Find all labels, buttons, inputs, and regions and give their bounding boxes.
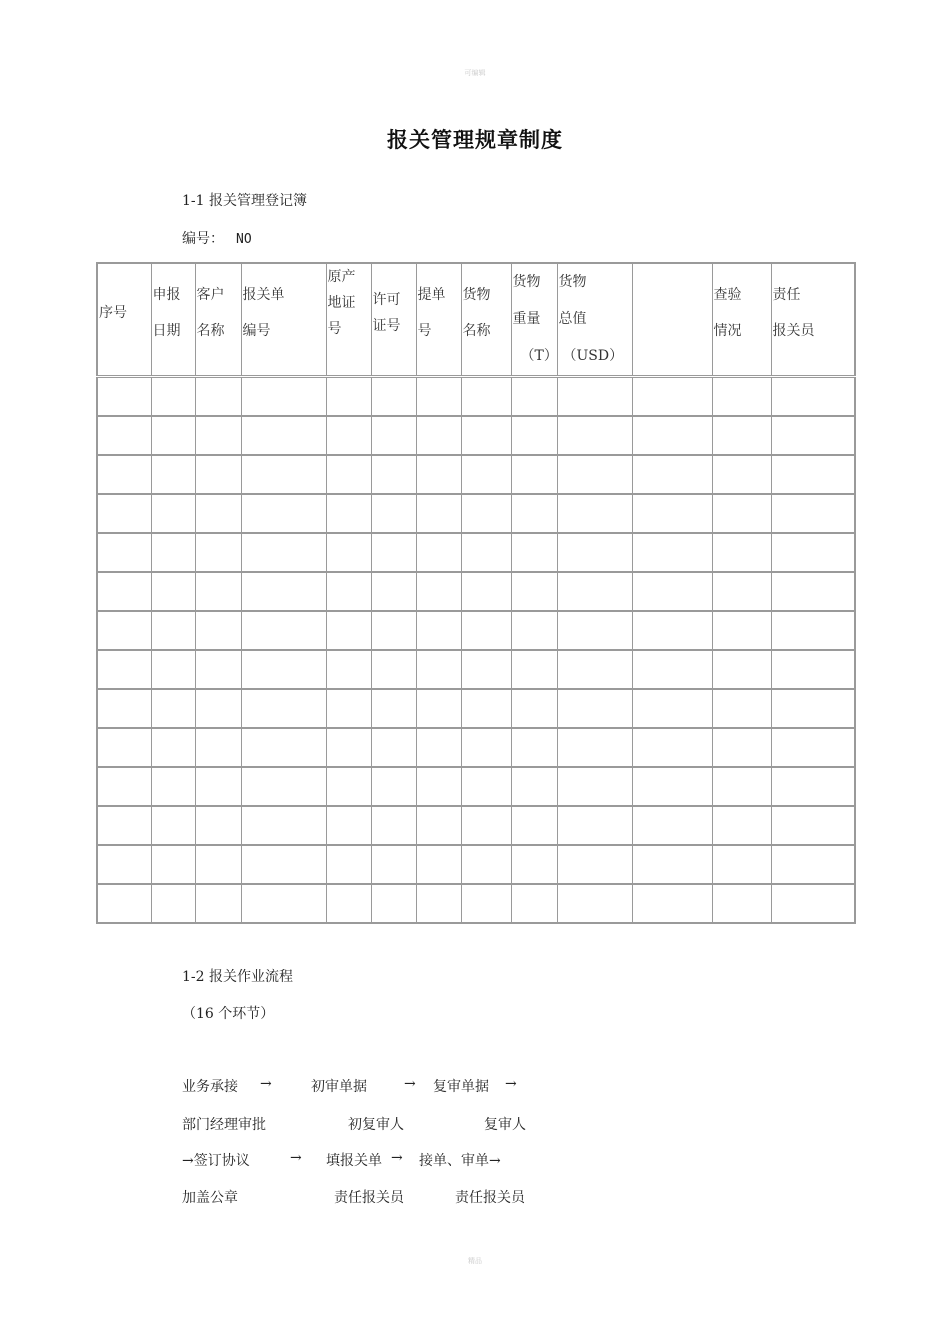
table-cell[interactable] — [326, 494, 371, 533]
table-cell[interactable] — [461, 650, 511, 689]
table-row — [97, 806, 855, 845]
table-row — [97, 650, 855, 689]
table-cell[interactable] — [241, 845, 326, 884]
table-cell[interactable] — [461, 728, 511, 767]
table-cell[interactable] — [771, 650, 855, 689]
table-cell[interactable] — [371, 806, 416, 845]
table-cell[interactable] — [241, 377, 326, 417]
flow-step-receive-review: 接单、审单→ — [419, 1153, 501, 1169]
table-cell[interactable] — [416, 689, 461, 728]
table-row — [97, 533, 855, 572]
table-cell[interactable] — [461, 533, 511, 572]
table-cell[interactable] — [326, 806, 371, 845]
table-cell[interactable] — [557, 845, 632, 884]
table-cell[interactable] — [771, 455, 855, 494]
table-cell[interactable] — [511, 377, 557, 417]
table-cell[interactable] — [461, 767, 511, 806]
col-header-goods-value: 货物 总值 （USD） — [557, 263, 632, 377]
table-cell[interactable] — [151, 416, 195, 455]
col-header-license-number: 许可 证号 — [371, 263, 416, 377]
table-cell[interactable] — [712, 455, 771, 494]
table-cell[interactable] — [241, 416, 326, 455]
flow-arrow: → — [290, 1150, 302, 1166]
table-cell[interactable] — [195, 416, 241, 455]
table-cell[interactable] — [557, 572, 632, 611]
table-cell[interactable] — [511, 728, 557, 767]
table-cell[interactable] — [511, 416, 557, 455]
table-cell[interactable] — [416, 533, 461, 572]
table-cell[interactable] — [241, 494, 326, 533]
flow-step-initial-review: 初审单据 — [311, 1079, 367, 1095]
col-header-bill-of-lading: 提单 号 — [416, 263, 461, 377]
table-cell[interactable] — [371, 884, 416, 923]
table-cell[interactable] — [371, 611, 416, 650]
flow-step-fill-declaration: 填报关单 — [326, 1153, 382, 1169]
table-cell[interactable] — [557, 806, 632, 845]
table-cell[interactable] — [97, 455, 151, 494]
table-cell[interactable] — [712, 728, 771, 767]
table-cell[interactable] — [632, 650, 712, 689]
table-cell[interactable] — [557, 533, 632, 572]
table-cell[interactable] — [151, 728, 195, 767]
table-cell[interactable] — [371, 689, 416, 728]
table-cell[interactable] — [712, 689, 771, 728]
flow-role-reviewer: 初复审人 — [348, 1117, 404, 1133]
table-cell[interactable] — [241, 611, 326, 650]
table-cell[interactable] — [241, 533, 326, 572]
table-cell[interactable] — [712, 494, 771, 533]
table-cell[interactable] — [371, 650, 416, 689]
number-value: NO — [236, 232, 252, 247]
table-cell[interactable] — [771, 767, 855, 806]
table-cell[interactable] — [371, 845, 416, 884]
col-header-customer-name: 客户 名称 — [195, 263, 241, 377]
table-cell[interactable] — [371, 494, 416, 533]
table-cell[interactable] — [326, 455, 371, 494]
table-cell[interactable] — [632, 572, 712, 611]
table-cell[interactable] — [326, 845, 371, 884]
table-cell[interactable] — [557, 728, 632, 767]
table-cell[interactable] — [712, 767, 771, 806]
table-cell[interactable] — [371, 455, 416, 494]
table-cell[interactable] — [97, 611, 151, 650]
table-cell[interactable] — [371, 767, 416, 806]
table-cell[interactable] — [416, 572, 461, 611]
table-row — [97, 494, 855, 533]
table-cell[interactable] — [195, 494, 241, 533]
table-cell[interactable] — [195, 728, 241, 767]
table-cell[interactable] — [771, 806, 855, 845]
table-row — [97, 845, 855, 884]
table-cell[interactable] — [326, 611, 371, 650]
table-cell[interactable] — [416, 845, 461, 884]
table-cell[interactable] — [557, 494, 632, 533]
table-cell[interactable] — [151, 572, 195, 611]
number-label: 编号： — [182, 231, 224, 247]
table-cell[interactable] — [632, 377, 712, 417]
table-cell[interactable] — [511, 845, 557, 884]
flow-step-business-intake: 业务承接 — [182, 1079, 238, 1095]
table-cell[interactable] — [241, 689, 326, 728]
table-cell[interactable] — [461, 611, 511, 650]
table-cell[interactable] — [461, 494, 511, 533]
col-header-declare-date: 申报 日期 — [151, 263, 195, 377]
table-cell[interactable] — [416, 767, 461, 806]
table-cell[interactable] — [511, 884, 557, 923]
table-cell[interactable] — [511, 611, 557, 650]
table-cell[interactable] — [326, 416, 371, 455]
table-row — [97, 728, 855, 767]
col-header-blank — [632, 263, 712, 377]
table-cell[interactable] — [632, 689, 712, 728]
table-cell[interactable] — [771, 377, 855, 417]
flow-role-responsible-broker: 责任报关员 — [334, 1190, 404, 1206]
table-cell[interactable] — [771, 845, 855, 884]
footer-watermark: 精品 — [468, 1257, 482, 1265]
table-cell[interactable] — [557, 884, 632, 923]
flow-role-department-manager: 部门经理审批 — [182, 1117, 266, 1133]
table-cell[interactable] — [241, 455, 326, 494]
table-cell[interactable] — [771, 728, 855, 767]
table-cell[interactable] — [195, 377, 241, 417]
table-cell[interactable] — [195, 572, 241, 611]
table-cell[interactable] — [326, 650, 371, 689]
document-title: 报关管理规章制度 — [387, 128, 563, 152]
table-cell[interactable] — [461, 845, 511, 884]
table-cell[interactable] — [771, 611, 855, 650]
table-cell[interactable] — [151, 884, 195, 923]
table-cell[interactable] — [326, 884, 371, 923]
table-cell[interactable] — [712, 611, 771, 650]
table-cell[interactable] — [151, 455, 195, 494]
table-cell[interactable] — [416, 884, 461, 923]
table-cell[interactable] — [371, 377, 416, 417]
table-cell[interactable] — [461, 377, 511, 417]
table-cell[interactable] — [97, 494, 151, 533]
flow-role-second-reviewer: 复审人 — [484, 1117, 526, 1133]
table-cell[interactable] — [97, 884, 151, 923]
table-cell[interactable] — [371, 728, 416, 767]
table-cell[interactable] — [97, 416, 151, 455]
table-cell[interactable] — [461, 572, 511, 611]
table-cell[interactable] — [511, 806, 557, 845]
col-header-serial: 序号 — [97, 263, 151, 377]
table-cell[interactable] — [97, 650, 151, 689]
table-header-row — [97, 263, 855, 377]
table-cell[interactable] — [151, 377, 195, 417]
table-cell[interactable] — [195, 455, 241, 494]
table-cell[interactable] — [771, 572, 855, 611]
table-row — [97, 572, 855, 611]
table-cell[interactable] — [461, 455, 511, 494]
table-row — [97, 455, 855, 494]
flow-arrow: → — [391, 1150, 403, 1166]
table-cell[interactable] — [241, 728, 326, 767]
table-cell[interactable] — [151, 845, 195, 884]
table-cell[interactable] — [326, 689, 371, 728]
flow-arrow: → — [505, 1076, 517, 1092]
table-cell[interactable] — [326, 767, 371, 806]
table-cell[interactable] — [416, 494, 461, 533]
customs-register-table — [96, 262, 856, 924]
table-cell[interactable] — [632, 416, 712, 455]
flow-arrow: → — [260, 1076, 272, 1092]
table-cell[interactable] — [557, 377, 632, 417]
section-2-note: （16 个环节） — [182, 1006, 275, 1022]
flow-step-affix-seal: 加盖公章 — [182, 1190, 238, 1206]
table-cell[interactable] — [195, 611, 241, 650]
table-cell[interactable] — [632, 728, 712, 767]
col-header-declaration-number: 报关单 编号 — [241, 263, 326, 377]
col-header-goods-name: 货物 名称 — [461, 263, 511, 377]
table-cell[interactable] — [195, 767, 241, 806]
section-2-heading: 1-2 报关作业流程 — [182, 969, 293, 985]
table-row — [97, 689, 855, 728]
table-cell[interactable] — [557, 689, 632, 728]
table-cell[interactable] — [151, 689, 195, 728]
table-cell[interactable] — [632, 533, 712, 572]
table-cell[interactable] — [461, 884, 511, 923]
table-cell[interactable] — [97, 689, 151, 728]
table-cell[interactable] — [557, 767, 632, 806]
table-cell[interactable] — [712, 416, 771, 455]
table-cell[interactable] — [195, 884, 241, 923]
header-watermark: 可编辑 — [464, 69, 486, 77]
table-cell[interactable] — [195, 689, 241, 728]
table-cell[interactable] — [97, 533, 151, 572]
table-row — [97, 377, 855, 417]
table-cell[interactable] — [712, 884, 771, 923]
table-cell[interactable] — [416, 455, 461, 494]
table-cell[interactable] — [557, 455, 632, 494]
table-cell[interactable] — [326, 377, 371, 417]
table-cell[interactable] — [151, 650, 195, 689]
table-cell[interactable] — [241, 572, 326, 611]
table-cell[interactable] — [511, 650, 557, 689]
table-cell[interactable] — [712, 377, 771, 417]
table-cell[interactable] — [632, 845, 712, 884]
flow-step-second-review: 复审单据 — [433, 1079, 489, 1095]
table-cell[interactable] — [771, 689, 855, 728]
table-cell[interactable] — [241, 650, 326, 689]
col-header-goods-weight: 货物 重量 （T） — [511, 263, 557, 377]
table-cell[interactable] — [97, 572, 151, 611]
table-cell[interactable] — [557, 416, 632, 455]
table-cell[interactable] — [511, 494, 557, 533]
flow-role-responsible-broker-2: 责任报关员 — [455, 1190, 525, 1206]
section-1-heading: 1-1 报关管理登记簿 — [182, 193, 307, 209]
table-cell[interactable] — [511, 572, 557, 611]
table-cell[interactable] — [416, 416, 461, 455]
table-cell[interactable] — [241, 806, 326, 845]
table-cell[interactable] — [151, 806, 195, 845]
table-cell[interactable] — [461, 416, 511, 455]
table-cell[interactable] — [97, 728, 151, 767]
table-cell[interactable] — [632, 494, 712, 533]
table-cell[interactable] — [771, 494, 855, 533]
table-cell[interactable] — [151, 533, 195, 572]
table-cell[interactable] — [416, 611, 461, 650]
table-cell[interactable] — [97, 377, 151, 417]
table-cell[interactable] — [771, 533, 855, 572]
table-cell[interactable] — [326, 728, 371, 767]
table-cell[interactable] — [151, 767, 195, 806]
table-cell[interactable] — [712, 572, 771, 611]
table-cell[interactable] — [416, 377, 461, 417]
table-cell[interactable] — [241, 884, 326, 923]
flow-arrow: → — [404, 1076, 416, 1092]
table-cell[interactable] — [326, 572, 371, 611]
table-cell[interactable] — [416, 650, 461, 689]
table-cell[interactable] — [241, 767, 326, 806]
table-cell[interactable] — [511, 767, 557, 806]
table-cell[interactable] — [195, 845, 241, 884]
table-cell[interactable] — [712, 845, 771, 884]
table-cell[interactable] — [97, 806, 151, 845]
table-row — [97, 884, 855, 923]
table-cell[interactable] — [195, 806, 241, 845]
table-cell[interactable] — [371, 533, 416, 572]
table-cell[interactable] — [712, 650, 771, 689]
table-cell[interactable] — [712, 806, 771, 845]
table-cell[interactable] — [632, 806, 712, 845]
table-cell[interactable] — [371, 416, 416, 455]
table-cell[interactable] — [557, 650, 632, 689]
table-cell[interactable] — [97, 767, 151, 806]
table-cell[interactable] — [557, 611, 632, 650]
table-cell[interactable] — [771, 884, 855, 923]
flow-step-sign-agreement: →签订协议 — [182, 1153, 250, 1169]
table-row — [97, 611, 855, 650]
table-cell[interactable] — [511, 689, 557, 728]
table-cell[interactable] — [416, 728, 461, 767]
table-cell[interactable] — [461, 806, 511, 845]
table-cell[interactable] — [97, 845, 151, 884]
table-cell[interactable] — [151, 494, 195, 533]
table-cell[interactable] — [632, 611, 712, 650]
table-cell[interactable] — [632, 767, 712, 806]
col-header-responsible-broker: 责任 报关员 — [771, 263, 855, 377]
table-cell[interactable] — [632, 884, 712, 923]
table-row — [97, 767, 855, 806]
table-cell[interactable] — [195, 650, 241, 689]
table-cell[interactable] — [511, 533, 557, 572]
table-cell[interactable] — [326, 533, 371, 572]
table-cell[interactable] — [195, 533, 241, 572]
table-cell[interactable] — [771, 416, 855, 455]
table-cell[interactable] — [151, 611, 195, 650]
table-row — [97, 416, 855, 455]
table-cell[interactable] — [632, 455, 712, 494]
table-cell[interactable] — [461, 689, 511, 728]
col-header-origin-certificate: 原产 地证 号 — [326, 263, 371, 377]
table-body — [97, 377, 855, 924]
table-cell[interactable] — [511, 455, 557, 494]
table-cell[interactable] — [416, 806, 461, 845]
col-header-inspection: 查验 情况 — [712, 263, 771, 377]
register-number-line — [182, 228, 252, 248]
table-cell[interactable] — [712, 533, 771, 572]
table-cell[interactable] — [371, 572, 416, 611]
